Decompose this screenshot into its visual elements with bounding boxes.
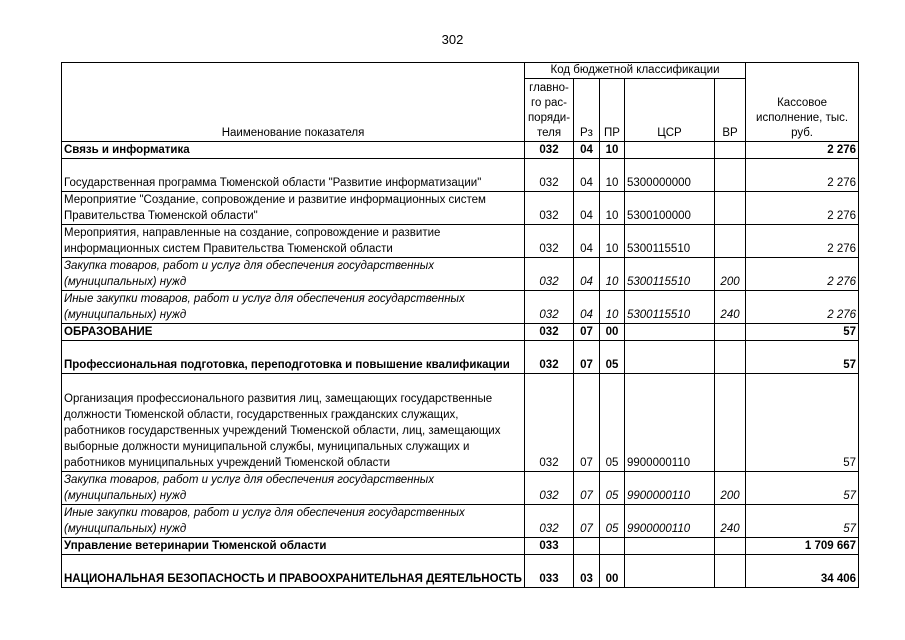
cell-pr: 10 [600, 258, 625, 291]
cell-vr [715, 142, 746, 159]
cell-amount: 57 [746, 341, 859, 374]
cell-rz: 07 [574, 324, 600, 341]
table-row [62, 258, 859, 291]
cell-amount: 57 [746, 374, 859, 472]
cell-vr [715, 192, 746, 225]
table-row [62, 225, 859, 258]
cell-name: Закупка товаров, работ и услуг для обеспечения государственных (муниципальных) нужд [62, 472, 525, 505]
cell-glavn: 032 [525, 472, 574, 505]
cell-csr: 9900000110 [625, 374, 715, 472]
cell-amount: 2 276 [746, 258, 859, 291]
cell-pr: 10 [600, 142, 625, 159]
cell-pr: 10 [600, 225, 625, 258]
cell-name: Организация профессионального развития лиц, замещающих государственные должности Тюменской области, государственных гражданских служащих, работников государственных учреждений Тюменской области, лиц, замещающих выборные должности муниципальной службы, муниципальных служащих и работников муниципальных учреждений Тюменской области [62, 374, 525, 472]
cell-rz: 04 [574, 225, 600, 258]
cell-rz: 04 [574, 291, 600, 324]
cell-csr: 5300115510 [625, 291, 715, 324]
header-code-group: Код бюджетной классификации [525, 63, 746, 79]
cell-rz: 04 [574, 192, 600, 225]
cell-pr: 00 [600, 555, 625, 588]
table-row [62, 341, 859, 374]
cell-pr: 05 [600, 341, 625, 374]
cell-csr: 9900000110 [625, 472, 715, 505]
cell-vr [715, 555, 746, 588]
cell-csr [625, 142, 715, 159]
header-name: Наименование показателя [62, 63, 525, 142]
cell-csr: 5300100000 [625, 192, 715, 225]
cell-name: Связь и информатика [62, 142, 525, 159]
header-vr: ВР [715, 79, 746, 142]
cell-amount: 2 276 [746, 291, 859, 324]
table-row [62, 472, 859, 505]
cell-amount: 57 [746, 505, 859, 538]
cell-glavn: 032 [525, 324, 574, 341]
cell-csr [625, 324, 715, 341]
cell-name: Управление ветеринарии Тюменской области [62, 538, 525, 555]
cell-amount: 1 709 667 [746, 538, 859, 555]
cell-name: ОБРАЗОВАНИЕ [62, 324, 525, 341]
header-glavn: главно-го рас-поряди-теля [525, 79, 574, 142]
cell-pr [600, 538, 625, 555]
cell-name: Государственная программа Тюменской области "Развитие информатизации" [62, 159, 525, 192]
cell-vr: 200 [715, 472, 746, 505]
cell-csr [625, 555, 715, 588]
cell-pr: 10 [600, 159, 625, 192]
cell-glavn: 032 [525, 374, 574, 472]
cell-amount: 2 276 [746, 192, 859, 225]
cell-amount: 57 [746, 324, 859, 341]
cell-name: НАЦИОНАЛЬНАЯ БЕЗОПАСНОСТЬ И ПРАВООХРАНИТЕЛЬНАЯ ДЕЯТЕЛЬНОСТЬ [62, 555, 525, 588]
cell-name: Иные закупки товаров, работ и услуг для обеспечения государственных (муниципальных) нужд [62, 291, 525, 324]
cell-glavn: 032 [525, 192, 574, 225]
cell-vr: 200 [715, 258, 746, 291]
table-body [62, 142, 859, 588]
cell-pr: 05 [600, 472, 625, 505]
header-csr: ЦСР [625, 79, 715, 142]
table-row [62, 324, 859, 341]
cell-pr: 05 [600, 505, 625, 538]
cell-vr: 240 [715, 505, 746, 538]
cell-glavn: 032 [525, 225, 574, 258]
cell-name: Иные закупки товаров, работ и услуг для обеспечения государственных (муниципальных) нужд [62, 505, 525, 538]
cell-name: Закупка товаров, работ и услуг для обеспечения государственных (муниципальных) нужд [62, 258, 525, 291]
cell-glavn: 032 [525, 258, 574, 291]
table-row [62, 142, 859, 159]
table-row [62, 374, 859, 472]
cell-glavn: 033 [525, 538, 574, 555]
cell-pr: 10 [600, 192, 625, 225]
cell-rz: 04 [574, 258, 600, 291]
cell-rz: 07 [574, 374, 600, 472]
cell-pr: 10 [600, 291, 625, 324]
table-row [62, 505, 859, 538]
cell-amount: 2 276 [746, 225, 859, 258]
cell-rz: 07 [574, 341, 600, 374]
cell-glavn: 032 [525, 341, 574, 374]
cell-rz: 04 [574, 159, 600, 192]
cell-vr [715, 374, 746, 472]
cell-csr: 5300000000 [625, 159, 715, 192]
table-row [62, 555, 859, 588]
cell-amount: 57 [746, 472, 859, 505]
header-rz: Рз [574, 79, 600, 142]
cell-glavn: 032 [525, 291, 574, 324]
cell-csr: 5300115510 [625, 258, 715, 291]
header-amount: Кассовое исполнение, тыс. руб. [746, 63, 859, 142]
cell-glavn: 032 [525, 159, 574, 192]
cell-csr [625, 341, 715, 374]
cell-vr [715, 225, 746, 258]
cell-csr: 5300115510 [625, 225, 715, 258]
cell-name: Профессиональная подготовка, переподготовка и повышение квалификации [62, 341, 525, 374]
table-row [62, 192, 859, 225]
cell-rz: 07 [574, 472, 600, 505]
cell-rz: 04 [574, 142, 600, 159]
cell-vr [715, 159, 746, 192]
cell-name: Мероприятие "Создание, сопровождение и развитие информационных систем Правительства Тюменской области" [62, 192, 525, 225]
table-row [62, 159, 859, 192]
cell-vr [715, 538, 746, 555]
cell-vr [715, 324, 746, 341]
cell-pr: 05 [600, 374, 625, 472]
cell-amount: 2 276 [746, 142, 859, 159]
cell-vr [715, 341, 746, 374]
header-pr: ПР [600, 79, 625, 142]
cell-amount: 2 276 [746, 159, 859, 192]
cell-csr [625, 538, 715, 555]
cell-name: Мероприятия, направленные на создание, сопровождение и развитие информационных систем Правительства Тюменской области [62, 225, 525, 258]
cell-rz [574, 538, 600, 555]
cell-csr: 9900000110 [625, 505, 715, 538]
table-row [62, 291, 859, 324]
cell-glavn: 032 [525, 505, 574, 538]
cell-glavn: 032 [525, 142, 574, 159]
cell-rz: 07 [574, 505, 600, 538]
cell-pr: 00 [600, 324, 625, 341]
cell-amount: 34 406 [746, 555, 859, 588]
budget-table [61, 62, 859, 588]
cell-vr: 240 [715, 291, 746, 324]
cell-glavn: 033 [525, 555, 574, 588]
page-number: 302 [441, 32, 464, 47]
cell-rz: 03 [574, 555, 600, 588]
table-row [62, 538, 859, 555]
